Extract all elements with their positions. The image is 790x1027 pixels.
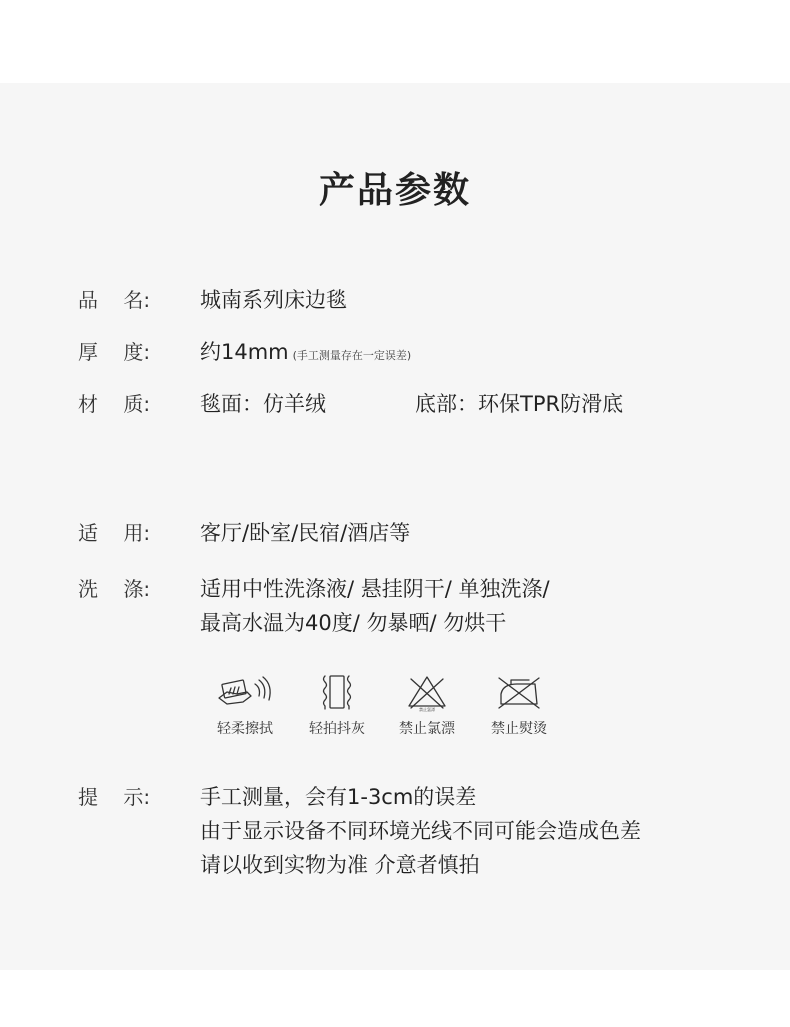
spec-value-material-bottom: 底部：环保TPR防滑底: [415, 392, 624, 416]
care-label-pat: 轻拍抖灰: [309, 721, 365, 737]
spec-value-material-surface: 毯面：仿羊绒: [200, 392, 326, 416]
washing-line-2: 最高水温为40度/ 勿暴晒/ 勿烘干: [200, 611, 507, 635]
spec-value-name: 城南系列床边毯: [200, 288, 347, 312]
care-item-wipe: [200, 672, 290, 738]
spec-label-thickness: 厚 度:: [78, 340, 151, 364]
care-label-no-bleach: 禁止氯漂: [399, 721, 455, 737]
spec-label-usage: 适 用:: [78, 521, 151, 545]
care-item-no-iron: [474, 672, 564, 738]
tips-line-2: 由于显示设备不同环境光线不同可能会造成色差: [200, 819, 641, 843]
no-iron-icon: [487, 672, 551, 712]
tips-line-1: 手工测量，会有1-3cm的误差: [200, 785, 477, 809]
hand-wipe-icon: [213, 672, 277, 712]
spec-label-name: 品 名:: [78, 288, 151, 312]
care-item-no-bleach: [382, 672, 472, 738]
spec-label-material: 材 质:: [78, 392, 151, 416]
page-title: 产品参数: [318, 170, 471, 211]
care-label-wipe: 轻柔擦拭: [217, 721, 273, 737]
care-label-no-iron: 禁止熨烫: [491, 721, 547, 737]
no-bleach-icon: [395, 672, 459, 712]
spec-label-washing: 洗 涤:: [78, 577, 151, 601]
pat-dust-icon: [305, 672, 369, 712]
washing-line-1: 适用中性洗涤液/ 悬挂阴干/ 单独洗涤/: [200, 577, 550, 601]
care-item-pat: [292, 672, 382, 738]
spec-value-thickness: [200, 336, 411, 366]
thickness-note: (手工测量存在一定误差): [292, 349, 412, 362]
thickness-value: 约14mm: [200, 340, 289, 364]
no-bleach-tiny-text: 禁止氯漂: [419, 707, 435, 712]
spec-label-tips: 提 示:: [78, 785, 151, 809]
tips-line-3: 请以收到实物为准 介意者慎拍: [200, 853, 480, 877]
spec-value-usage: 客厅/卧室/民宿/酒店等: [200, 521, 411, 545]
